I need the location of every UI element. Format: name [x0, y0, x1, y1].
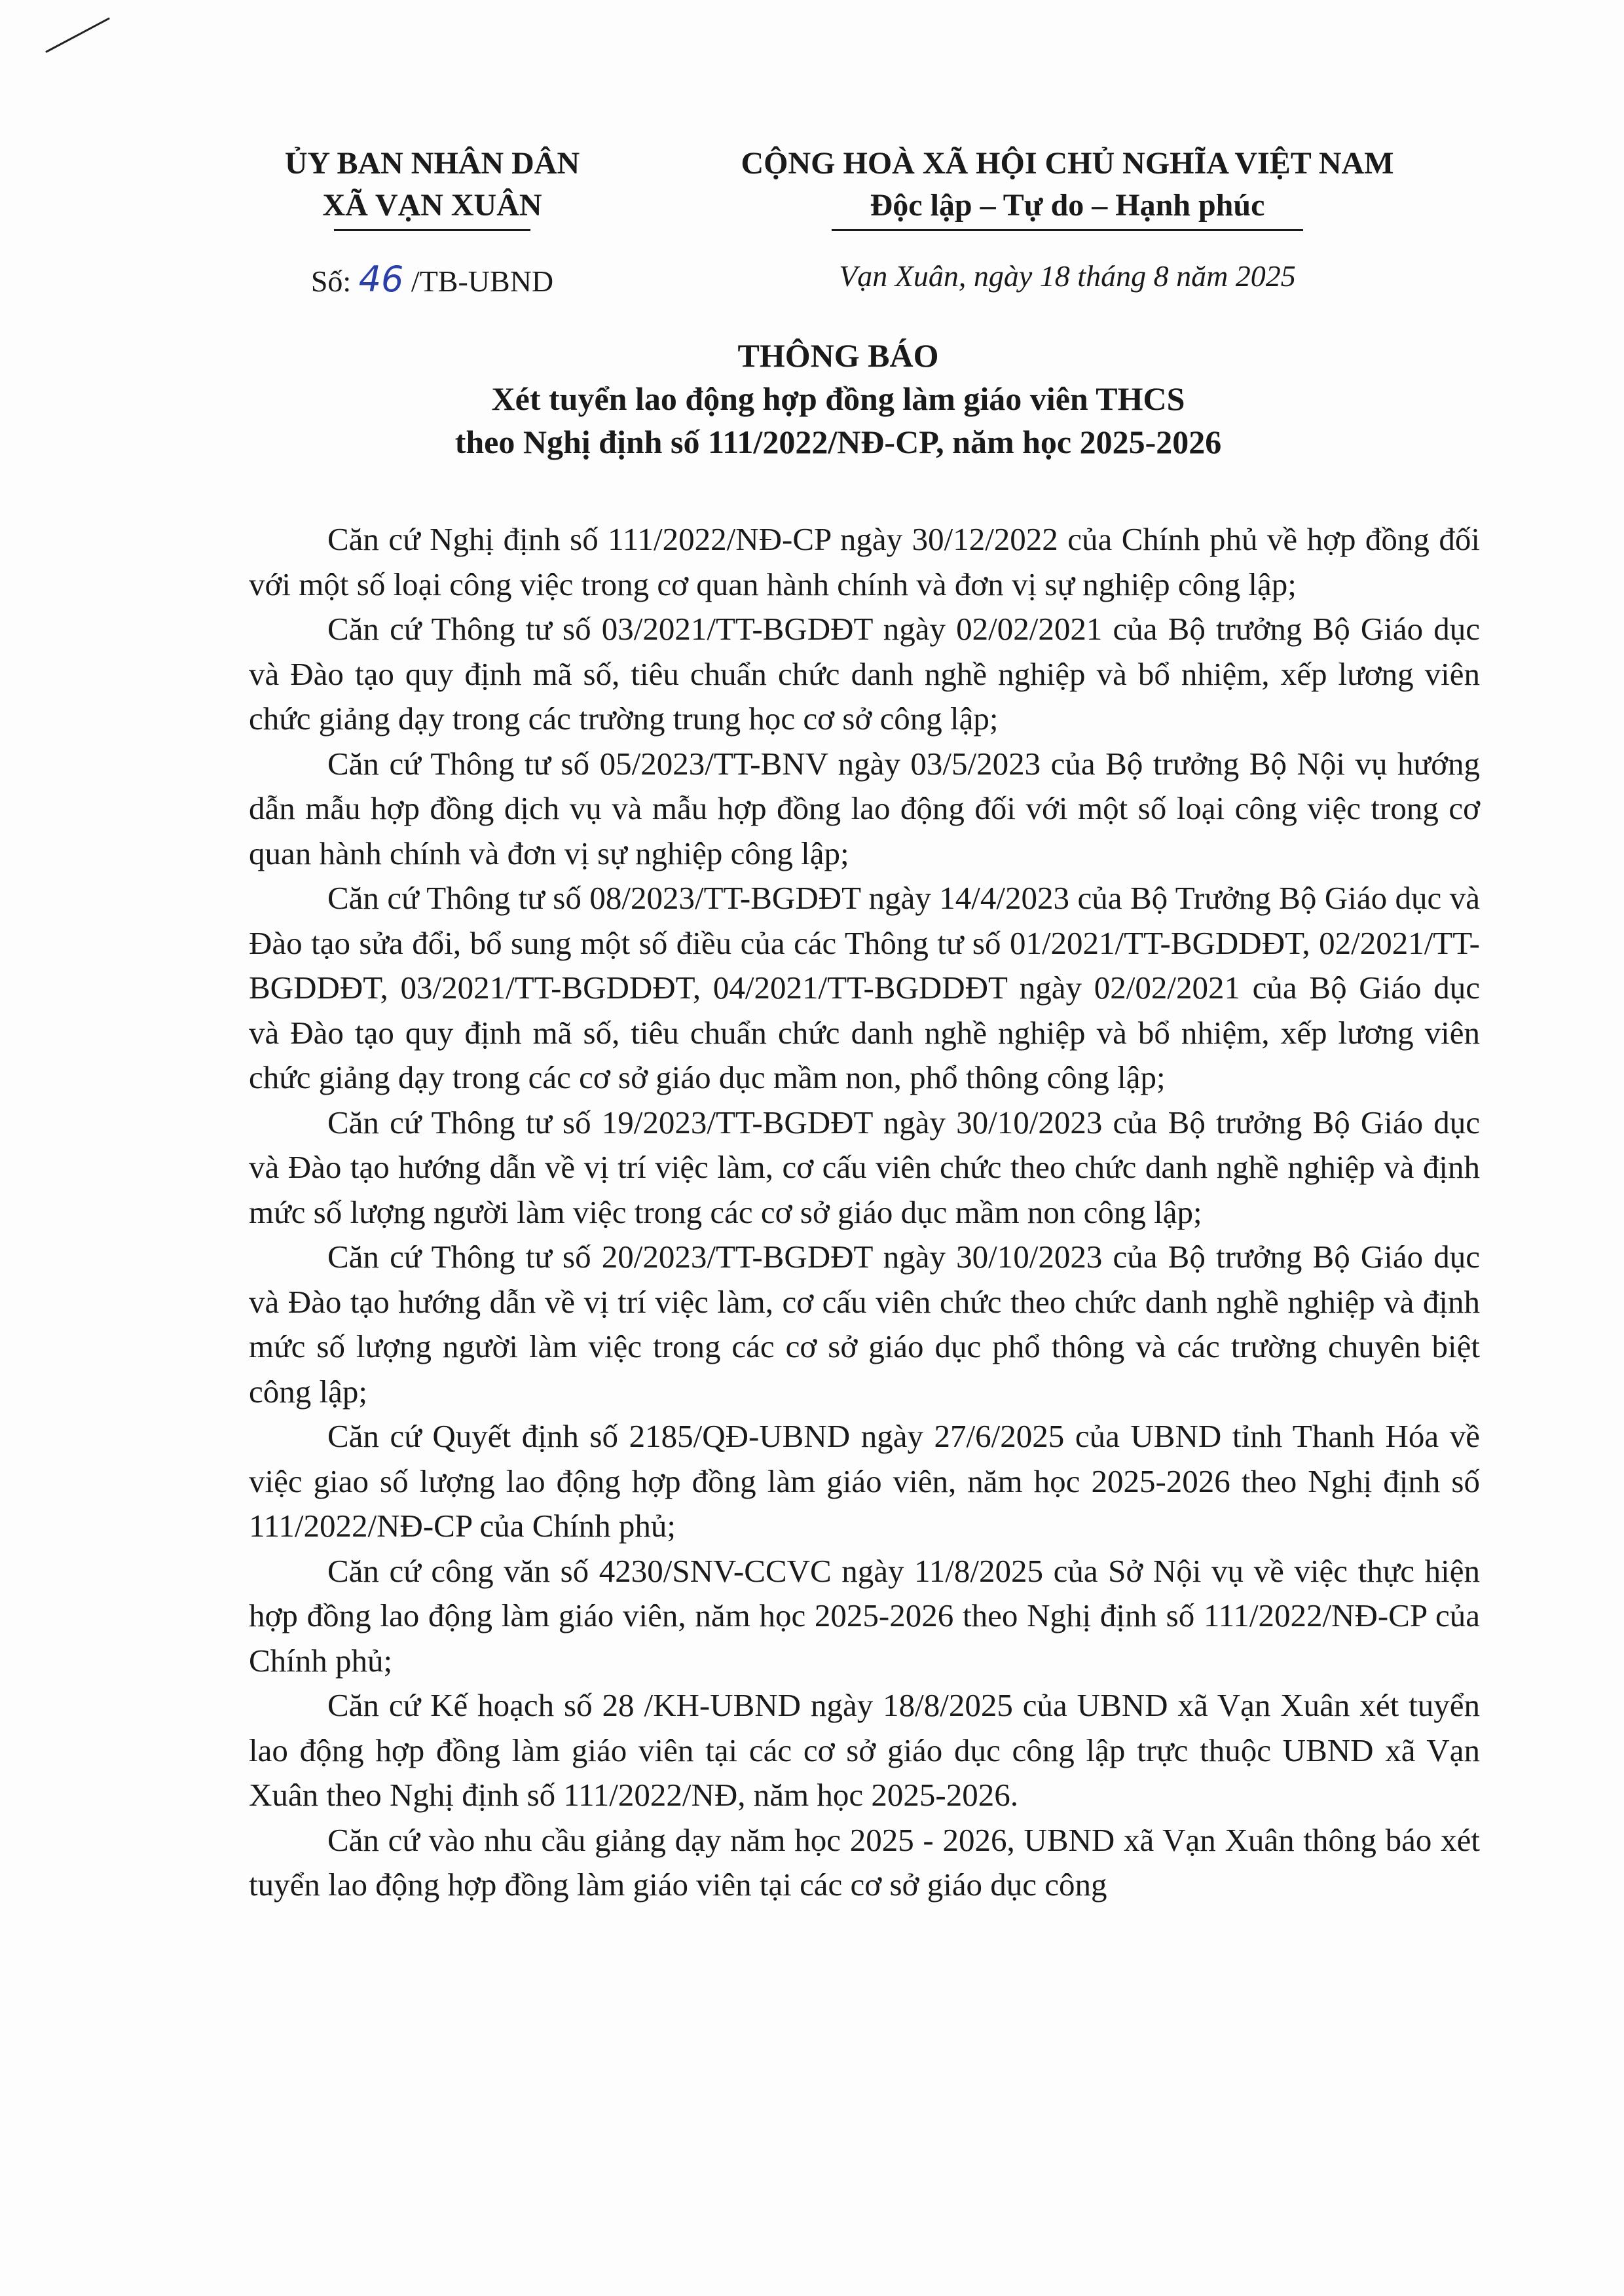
title-line-1: THÔNG BÁO — [737, 337, 939, 374]
paragraph: Căn cứ Thông tư số 08/2023/TT-BGDĐT ngày 14/4/2023 của Bộ Trưởng Bộ Giáo dục và Đào tạo sửa đổi, bổ sung một số điều của các Thông tư số 01/2021/TT-BGDDĐT, 02/2021/TT-BGDDĐT, 03/2021/TT-BGDDĐT, 04/2021/TT-BGDDĐT ngày 02/02/2021 của Bộ Giáo dục và Đào tạo quy định mã số, tiêu chuẩn chức danh nghề nghiệp và bổ nhiệm, xếp lương viên chức giảng dạy trong các cơ sở giáo dục mầm non, phổ thông công lập; — [249, 880, 1480, 1095]
date-line: Vạn Xuân, ngày 18 tháng 8 năm 2025 — [839, 259, 1296, 293]
paragraph: Căn cứ Thông tư số 03/2021/TT-BGDĐT ngày 02/02/2021 của Bộ trưởng Bộ Giáo dục và Đào tạo quy định mã số, tiêu chuẩn chức danh nghề nghiệp và bổ nhiệm, xếp lương viên chức giảng dạy trong các trường trung học cơ sở công lập; — [249, 611, 1480, 737]
number-prefix: Số: — [310, 264, 352, 298]
motto-underline — [832, 229, 1303, 231]
paragraph: Căn cứ vào nhu cầu giảng dạy năm học 2025 - 2026, UBND xã Vạn Xuân thông báo xét tuyển lao động hợp đồng làm giáo viên tại các cơ sở giáo dục công — [249, 1821, 1480, 1903]
number-suffix: /TB-UBND — [411, 264, 554, 298]
authority-underline — [334, 229, 530, 231]
document-title — [183, 334, 1493, 464]
motto-line-1: CỘNG HOÀ XÃ HỘI CHỦ NGHĨA VIỆT NAM — [741, 146, 1394, 181]
pen-stroke-mark — [45, 18, 110, 53]
authority-line-1: ỦY BAN NHÂN DÂN — [284, 146, 580, 181]
paragraph: Căn cứ công văn số 4230/SNV-CCVC ngày 11/8/2025 của Sở Nội vụ về việc thực hiện hợp đồng lao động làm giáo viên, năm học 2025-2026 theo Nghị định số 111/2022/NĐ-CP của Chính phủ; — [249, 1552, 1480, 1679]
paragraph: Căn cứ Thông tư số 19/2023/TT-BGDĐT ngày 30/10/2023 của Bộ trưởng Bộ Giáo dục và Đào tạo hướng dẫn về vị trí việc làm, cơ cấu viên chức theo chức danh nghề nghiệp và định mức số lượng người làm việc trong các cơ sở giáo dục mầm non công lập; — [249, 1104, 1480, 1230]
title-line-2: Xét tuyển lao động hợp đồng làm giáo viên THCS — [491, 380, 1185, 417]
motto-line-2: Độc lập – Tự do – Hạnh phúc — [870, 188, 1265, 223]
paragraph: Căn cứ Thông tư số 05/2023/TT-BNV ngày 03/5/2023 của Bộ trưởng Bộ Nội vụ hướng dẫn mẫu hợp đồng dịch vụ và mẫu hợp đồng lao động đối với một số loại công việc trong cơ quan hành chính và đơn vị sự nghiệp công lập; — [249, 745, 1480, 871]
document-body — [249, 517, 1480, 1908]
handwritten-number: 46 — [358, 259, 404, 300]
paragraph: Căn cứ Quyết định số 2185/QĐ-UBND ngày 27/6/2025 của UBND tỉnh Thanh Hóa về việc giao số lượng lao động hợp đồng làm giáo viên, năm học 2025-2026 theo Nghị định số 111/2022/NĐ-CP của Chính phủ; — [249, 1418, 1480, 1544]
national-motto — [674, 143, 1460, 231]
title-line-3: theo Nghị định số 111/2022/NĐ-CP, năm học 2025-2026 — [454, 424, 1222, 460]
issuing-authority — [223, 143, 642, 231]
authority-line-2: XÃ VẠN XUÂN — [322, 188, 542, 223]
paragraph: Căn cứ Kế hoạch số 28 /KH-UBND ngày 18/8/2025 của UBND xã Vạn Xuân xét tuyển lao động hợp đồng làm giáo viên tại các cơ sở giáo dục công lập trực thuộc UBND xã Vạn Xuân theo Nghị định số 111/2022/NĐ, năm học 2025-2026. — [249, 1687, 1480, 1813]
paragraph: Căn cứ Thông tư số 20/2023/TT-BGDĐT ngày 30/10/2023 của Bộ trưởng Bộ Giáo dục và Đào tạo hướng dẫn về vị trí việc làm, cơ cấu viên chức theo chức danh nghề nghiệp và định mức số lượng người làm việc trong các cơ sở giáo dục phổ thông và các trường chuyên biệt công lập; — [249, 1239, 1480, 1410]
paragraph: Căn cứ Nghị định số 111/2022/NĐ-CP ngày 30/12/2022 của Chính phủ về hợp đồng đối với một số loại công việc trong cơ quan hành chính và đơn vị sự nghiệp công lập; — [249, 521, 1480, 602]
document-number — [223, 259, 642, 300]
